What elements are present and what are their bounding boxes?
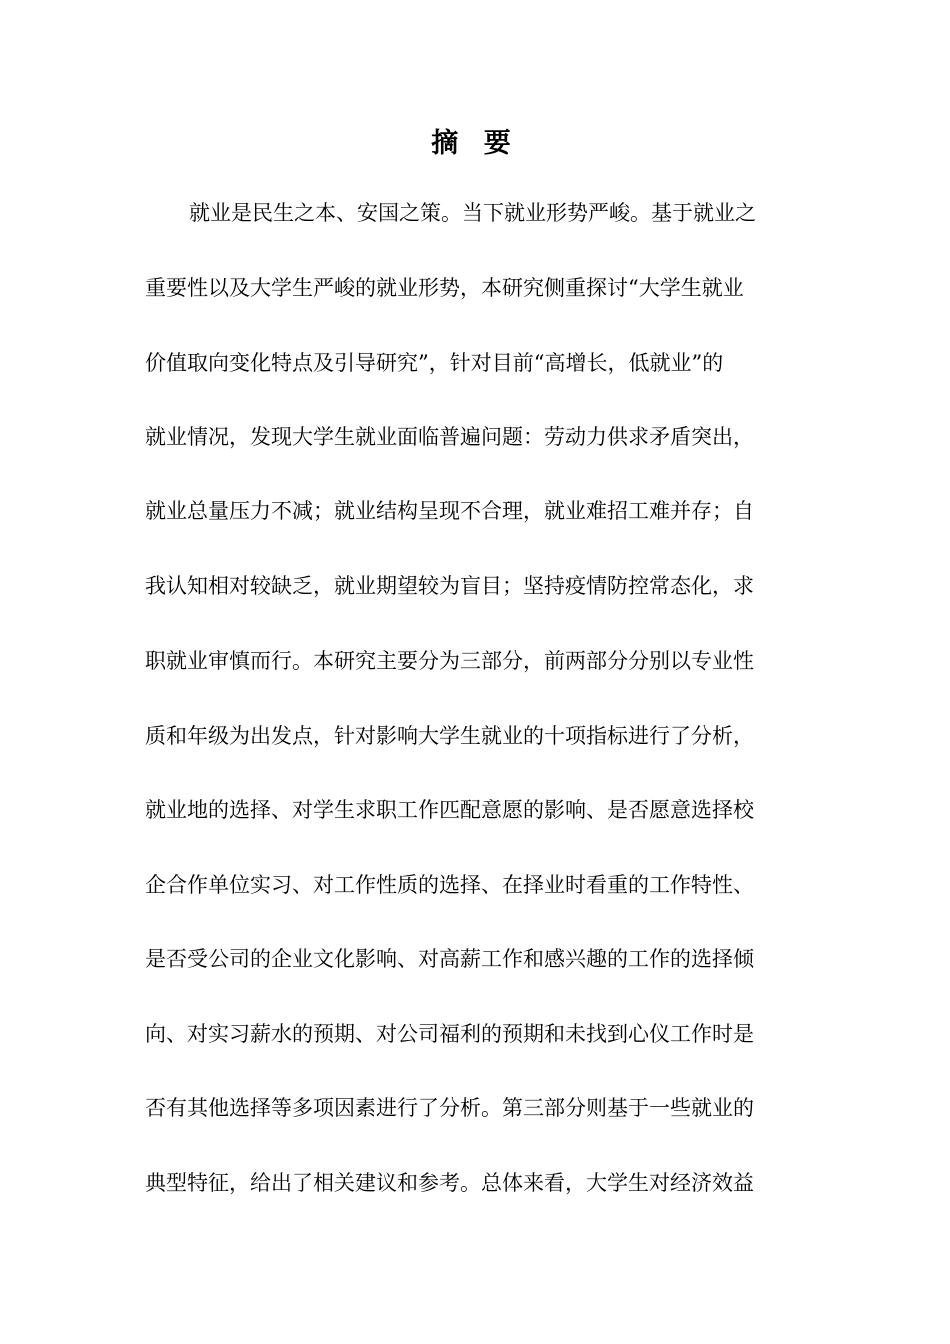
- abstract-line: 重要性以及大学生严峻的就业形势，本研究侧重探讨“大学生就业: [145, 276, 744, 300]
- abstract-line: 我认知相对较缺乏，就业期望较为盲目；坚持疫情防控常态化，求: [145, 574, 754, 598]
- abstract-line: 质和年级为出发点，针对影响大学生就业的十项指标进行了分析，: [145, 724, 754, 748]
- abstract-line: 就业总量压力不减；就业结构呈现不合理，就业难招工难并存；自: [145, 499, 754, 523]
- abstract-line: 典型特征，给出了相关建议和参考。总体来看，大学生对经济效益: [145, 1171, 754, 1195]
- abstract-line: 是否受公司的企业文化影响、对高薪工作和感兴趣的工作的选择倾: [145, 947, 754, 971]
- abstract-title: 摘 要: [431, 128, 519, 159]
- abstract-line: 价值取向变化特点及引导研究”，针对目前“高增长，低就业”的: [145, 351, 724, 375]
- abstract-line: 就业地的选择、对学生求职工作匹配意愿的影响、是否愿意选择校: [145, 798, 754, 822]
- abstract-line: 否有其他选择等多项因素进行了分析。第三部分则基于一些就业的: [145, 1096, 754, 1120]
- abstract-line: 就业是民生之本、安国之策。当下就业形势严峻。基于就业之: [189, 201, 756, 225]
- abstract-line: 企合作单位实习、对工作性质的选择、在择业时看重的工作特性、: [145, 873, 754, 897]
- abstract-line: 向、对实习薪水的预期、对公司福利的预期和未找到心仪工作时是: [145, 1022, 754, 1046]
- abstract-line: 职就业审慎而行。本研究主要分为三部分，前两部分分别以专业性: [145, 649, 754, 673]
- abstract-line: 就业情况，发现大学生就业面临普遍问题：劳动力供求矛盾突出，: [145, 425, 754, 449]
